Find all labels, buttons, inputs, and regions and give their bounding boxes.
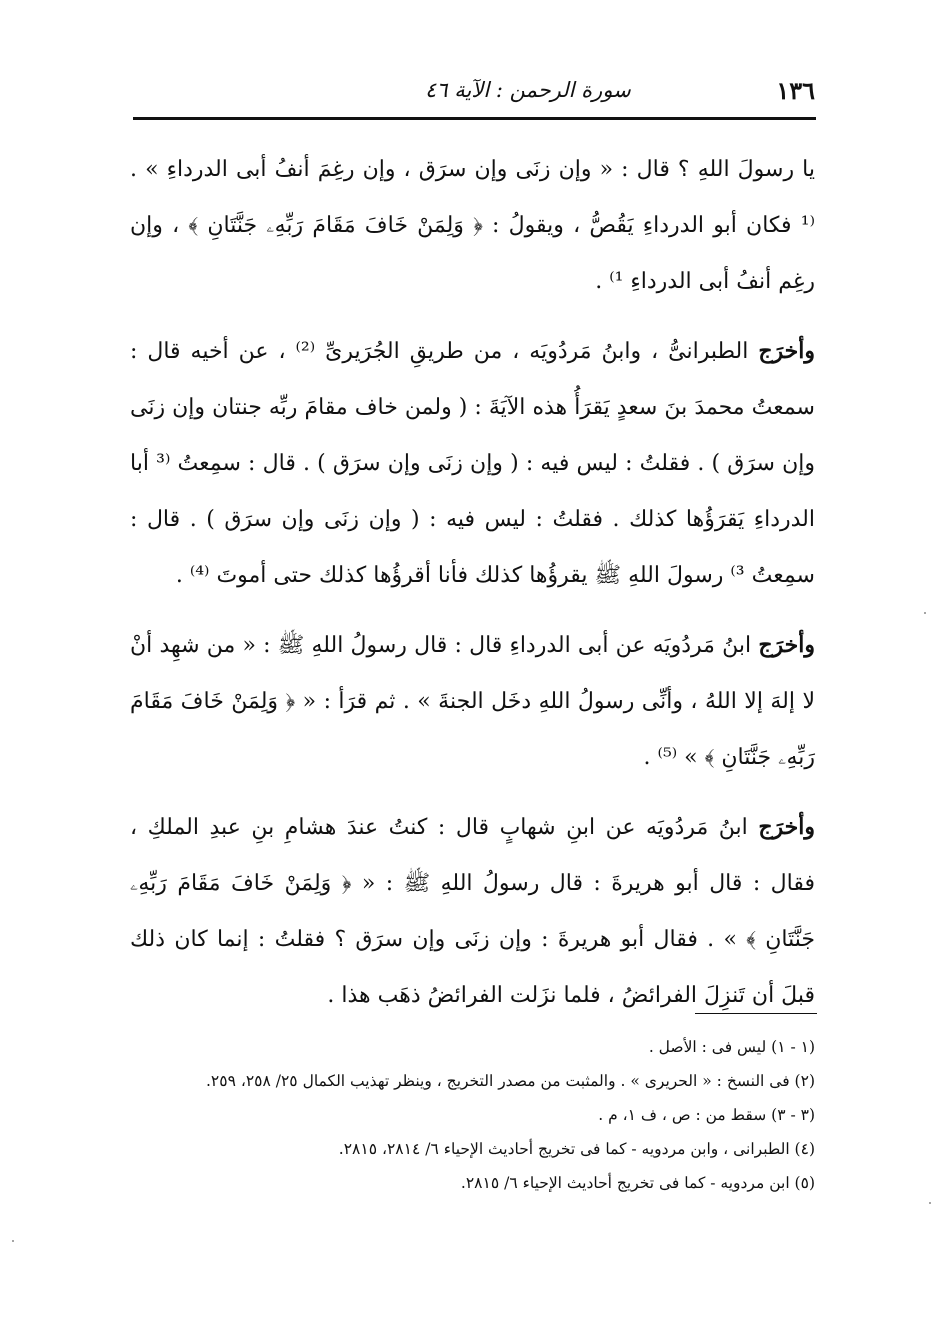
paragraph-lead: وأخرَج	[758, 814, 815, 840]
footnotes	[118, 1030, 815, 1200]
paragraph-text: ابنُ مَردُويَه عن أبى الدرداءِ قال : قال رسولُ اللهِ ﷺ : « من شهِد أنْ لا إلهَ إلا اللهُ ، وأنِّى رسولُ اللهِ دخَل الجنةَ » . ثم قرَأ : « ﴿ وَلِمَنْ خَافَ مَقَامَ رَبِّهِۦ جَنَّتَانِ ﴾ » ⁽⁵⁾ .	[130, 633, 815, 770]
paragraph	[130, 617, 815, 786]
paragraph	[130, 799, 815, 1024]
footnote: (١ - ١) ليس فى : الأصل .	[648, 1038, 815, 1056]
page-header	[135, 72, 815, 108]
footnote: (٣ - ٣) سقط من : ص ، ف ١، م .	[598, 1106, 815, 1124]
footnote: (٤) الطبرانى ، وابن مردويه - كما فى تخريج أحاديث الإحياء ٦/ ٢٨١٤، ٢٨١٥.	[338, 1140, 815, 1158]
paragraph	[130, 323, 815, 604]
footnote: (٥) ابن مردويه - كما فى تخريج أحاديث الإحياء ٦/ ٢٨١٥.	[460, 1174, 815, 1192]
footnote: (٢) فى النسخ : « الحريرى » . والمثبت من مصدر التخريج ، وينظر تهذيب الكمال ٢٥/ ٢٥٨، ٢٥٩.	[205, 1072, 815, 1090]
scan-speck	[929, 1202, 931, 1204]
paragraph-text: الطبرانىُّ ، وابنُ مَردُويَه ، من طريقِ الجُرَيرىِّ ⁽²⁾ ، عن أخيه قال : سمعتُ محمدَ بنَ سعدٍ يَقرَأُ هذه الآيَةَ : ( ولمن خاف مقامَ ربِّه جنتان وإن زنَى وإن سرَق ) . فقلتُ : ليس فيه : ( وإن زنَى وإن سرَق ) . قال : سمِعتُ ⁽³ أبا الدرداءِ يَقرَؤُها كذلك . فقلتُ : ليس فيه : ( وإن زنَى وإن سرَق ) . قال : سمِعتُ ³⁾ رسولَ اللهِ ﷺ يقرؤُها كذلك فأنا أقرؤُها كذلك حتى أموتَ ⁽⁴⁾ .	[130, 339, 815, 588]
footnote-rule	[695, 1013, 817, 1014]
page-number: ١٣٦	[776, 75, 815, 105]
paragraph-lead: وأخرَج	[758, 338, 815, 364]
scan-speck	[924, 612, 926, 614]
header-rule	[133, 117, 816, 120]
paragraph	[130, 142, 815, 310]
paragraph-text: ابنُ مَردُويَه عن ابنِ شهابٍ قال : كنتُ عندَ هشامِ بنِ عبدِ الملكِ ، فقال : قال أبو هريرةَ : قال رسولُ اللهِ ﷺ : « ﴿ وَلِمَنْ خَافَ مَقَامَ رَبِّهِۦ جَنَّتَانِ ﴾ » . فقال أبو هريرةَ : وإن زنَى وإن سرَق ؟ فقلتُ : إنما كان ذلك قبلَ أن تَنزِلَ الفرائضُ ، فلما نزَلت الفرائضُ ذهَب هذا .	[130, 815, 815, 1008]
running-title: سورة الرحمن : الآية ٤٦	[425, 78, 631, 102]
main-text	[130, 142, 815, 1037]
scan-speck	[12, 1240, 14, 1242]
paragraph-lead: وأخرَج	[758, 632, 815, 658]
paragraph-text: يا رسولَ اللهِ ؟ قال : « وإن زنَى وإن سرَق ، وإن رغِمَ أنفُ أبى الدرداءِ » . ⁽¹ فكان أبو الدرداءِ يَقُصُّ ، ويقولُ : ﴿ وَلِمَنْ خَافَ مَقَامَ رَبِّهِۦ جَنَّتَانِ ﴾ ، وإن رغِم أنفُ أبى الدرداءِ ¹⁾ .	[130, 157, 815, 294]
